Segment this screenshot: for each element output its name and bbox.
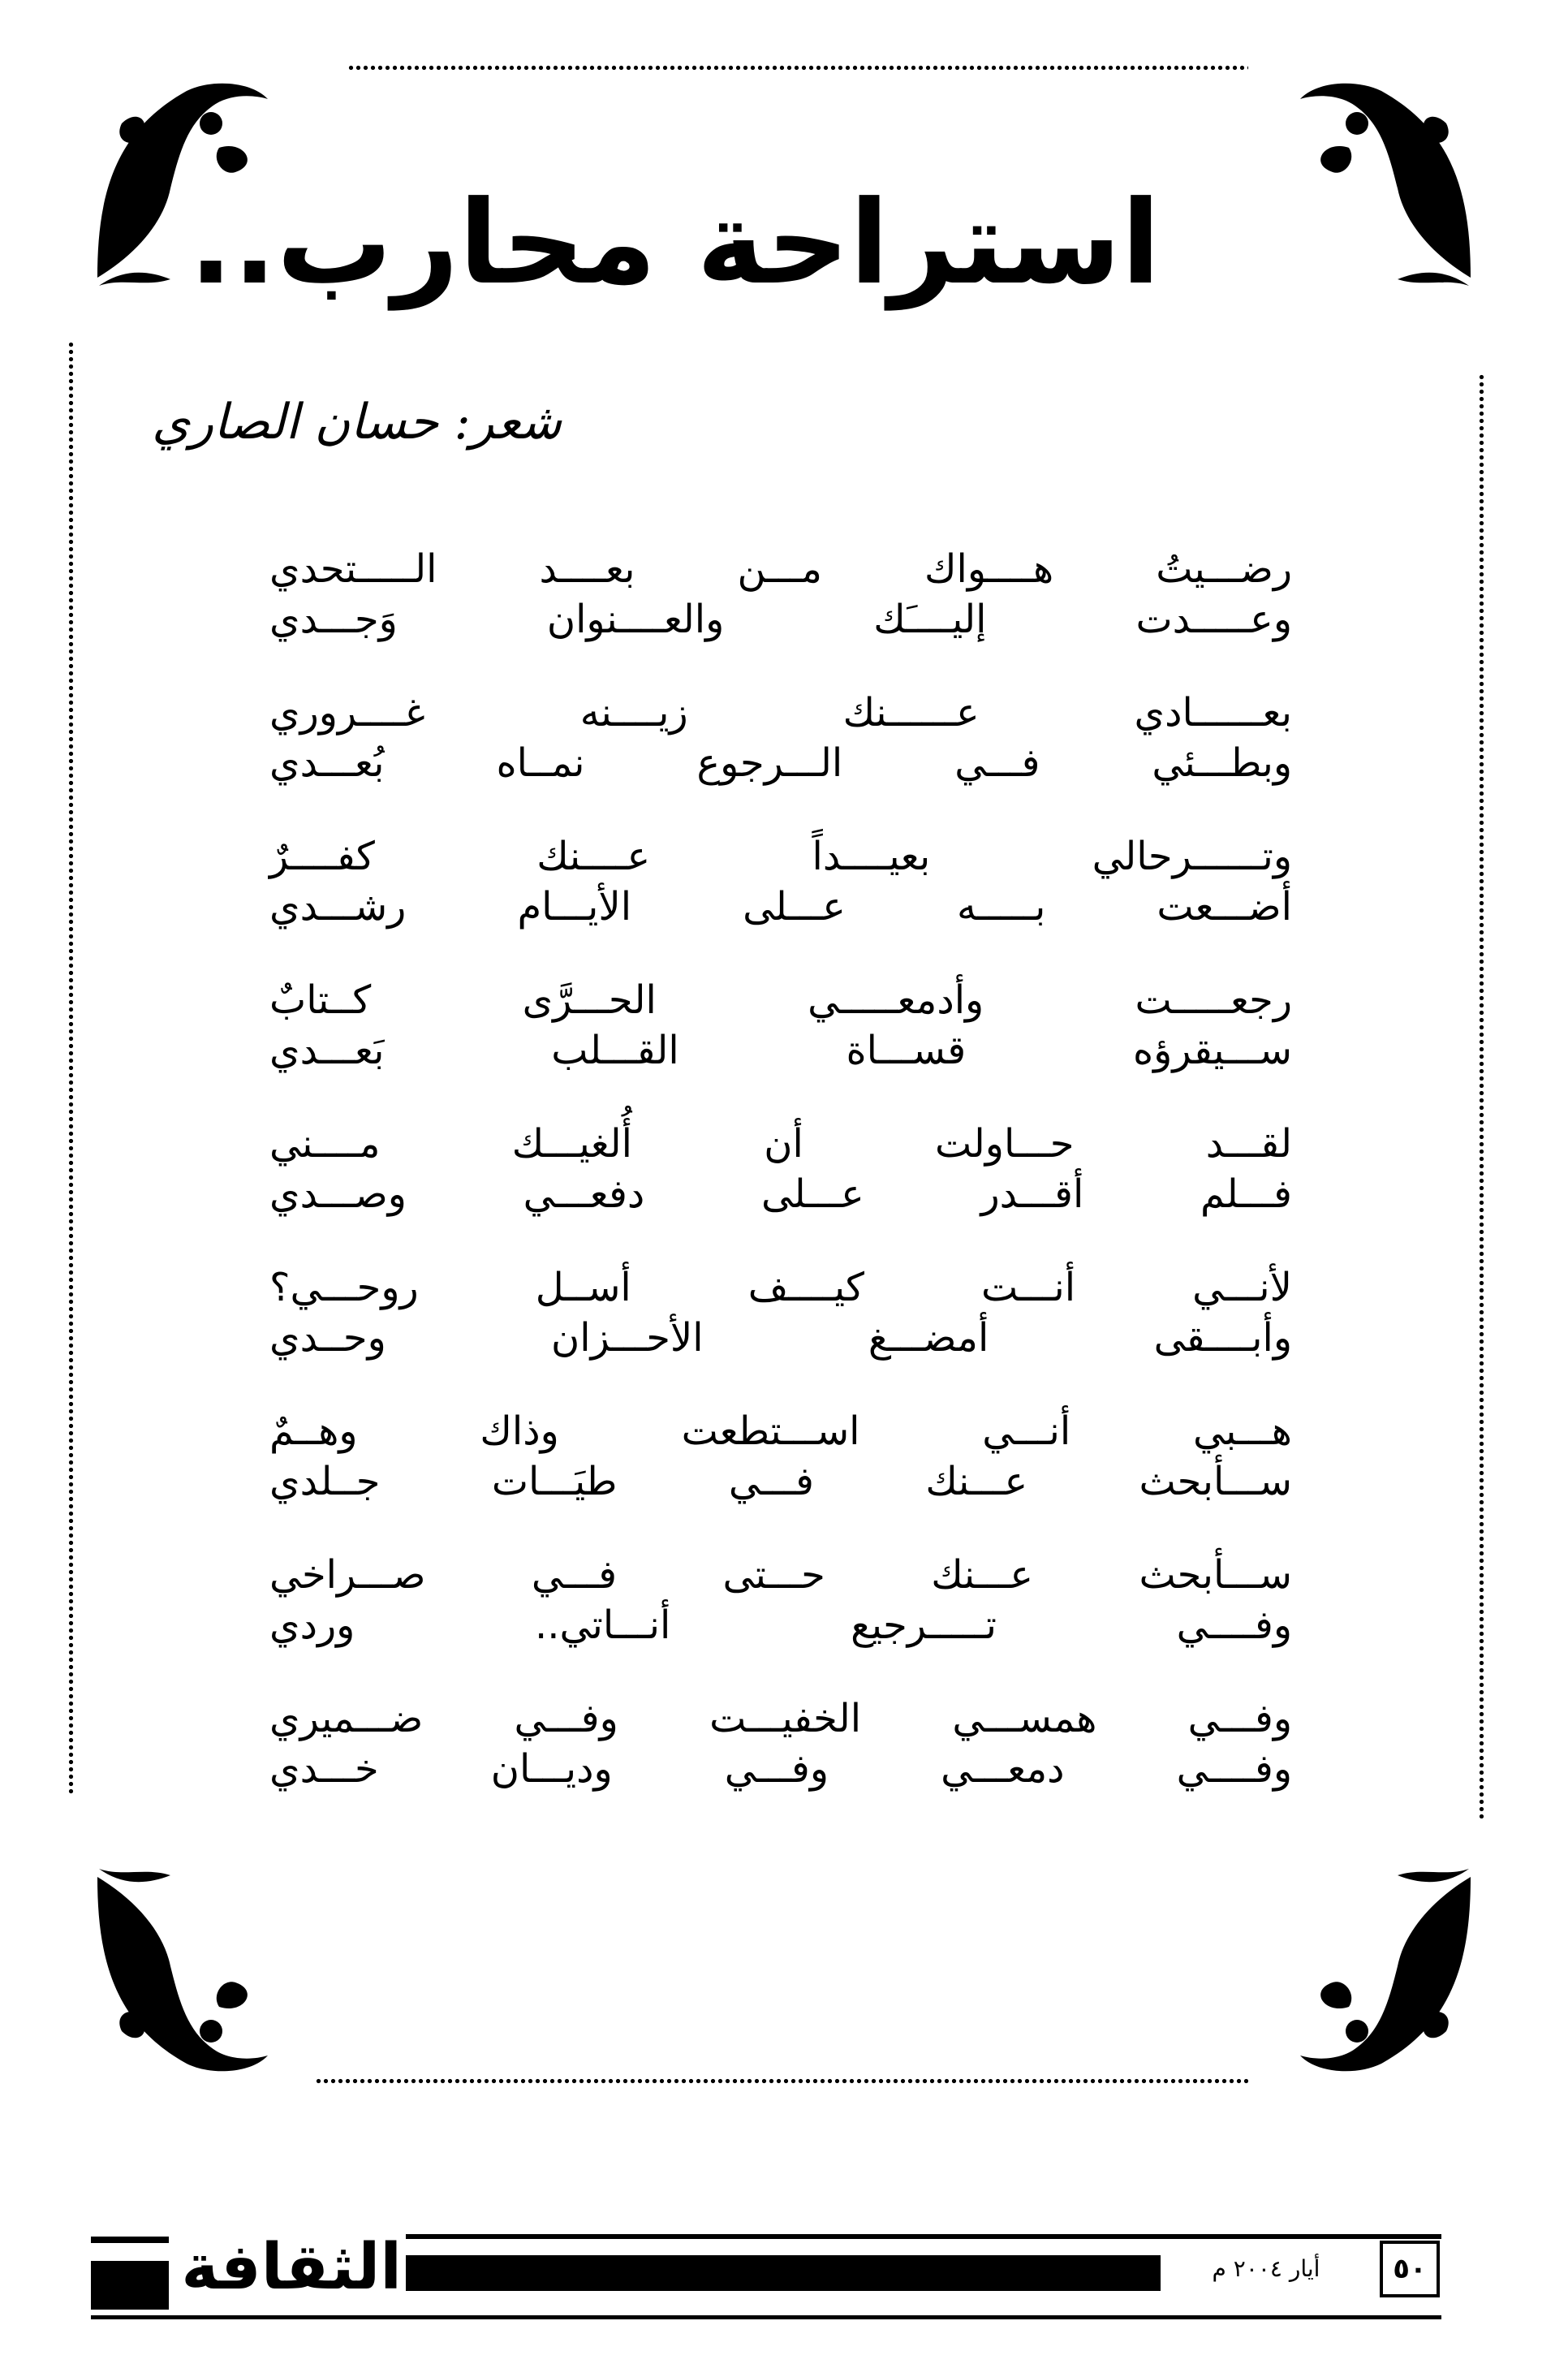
verse-line: وفــــي دمعـــي وفـــي وديـــان خـــدي xyxy=(269,1746,1292,1792)
verse-line: وبطـــئي فـــي الـــرجوع نمــاه بُعـــدي xyxy=(269,740,1292,786)
verse-line: وفــــي تـــــرجيع أنـــاتي.. وردي xyxy=(269,1603,1292,1648)
verse-line: بعــــــادي عــــــنك زيــــنه غــــروري xyxy=(269,690,1292,736)
verse-line: رضـــيتُ هــــواك مـــن بعــــد الـــــتحدي xyxy=(269,546,1292,592)
top-dotted-border xyxy=(347,62,1248,73)
verse-line: فـــلم أقـــدر عـــلى دفعـــي وصـــدي xyxy=(269,1171,1292,1217)
verse-line: وأبــــقى أمضـــغ الأحـــزان وحــدي xyxy=(269,1315,1292,1361)
poem-stanza xyxy=(269,1262,1292,1406)
verse-line: هـــبي أنـــي اســـتطعت وذاك وهــمٌ xyxy=(269,1408,1292,1454)
verse-line: ســـيقرؤه قســـاة القـــلب بَعـــدي xyxy=(269,1028,1292,1073)
page-title: استراحة محارب.. xyxy=(188,176,1161,310)
poet-byline: شعر: حسان الصاري xyxy=(152,394,562,451)
verse-line: لقـــد حـــاولت أن أُلغيـــك مــــني xyxy=(269,1121,1292,1167)
footer-rule-bottom xyxy=(91,2315,1441,2319)
issue-date: أيار ٢٠٠٤ م xyxy=(1212,2255,1320,2282)
bottom-dotted-border xyxy=(315,2075,1248,2086)
poem-stanza xyxy=(269,975,1292,1119)
verse-line: أضـــعت بـــــه عـــلى الأيـــام رشـــدي xyxy=(269,884,1292,930)
verse-line: وتــــــرحالي بعيــــداً عــــنك كفــــرٌ xyxy=(269,834,1292,879)
footer-rule-top xyxy=(406,2234,1441,2239)
poem-stanza xyxy=(269,1550,1292,1693)
left-dotted-border xyxy=(65,341,76,1794)
poem-stanza xyxy=(269,1693,1292,1837)
poem-stanza xyxy=(269,544,1292,688)
verse-line: لأنـــي أنـــت كيــــف أســل روحـــي؟ xyxy=(269,1265,1292,1310)
poem-stanza xyxy=(269,831,1292,975)
magazine-name: الثقافة xyxy=(181,2231,402,2304)
poem-body xyxy=(269,544,1292,1837)
bottom-right-corner-ornament xyxy=(1292,1861,1479,2080)
right-dotted-border xyxy=(1475,373,1487,1818)
poem-stanza xyxy=(269,1119,1292,1262)
verse-line: ســـأبحث عـــنك حـــتى فـــي صـــراخي xyxy=(269,1552,1292,1598)
footer-left-bar-top xyxy=(91,2237,169,2243)
footer-left-bar-bottom xyxy=(91,2261,169,2310)
verse-line: رجعـــــت وأدمعـــــي الحـــرَّى كــتابٌ xyxy=(269,977,1292,1023)
footer-main-bar xyxy=(406,2255,1161,2291)
top-right-corner-ornament xyxy=(1292,75,1479,294)
poem-stanza xyxy=(269,1406,1292,1550)
poem-stanza xyxy=(269,688,1292,831)
page-number: ٥٠ xyxy=(1380,2241,1440,2297)
bottom-left-corner-ornament xyxy=(89,1861,276,2080)
verse-line: وفـــي همســـي الخفيـــت وفـــي ضـــميري xyxy=(269,1696,1292,1741)
verse-line: وعـــــدت إليــــَك والعــــنوان وَجـــدي xyxy=(269,597,1292,642)
verse-line: ســـأبحث عـــنك فـــي طيَـــات جــلدي xyxy=(269,1459,1292,1504)
